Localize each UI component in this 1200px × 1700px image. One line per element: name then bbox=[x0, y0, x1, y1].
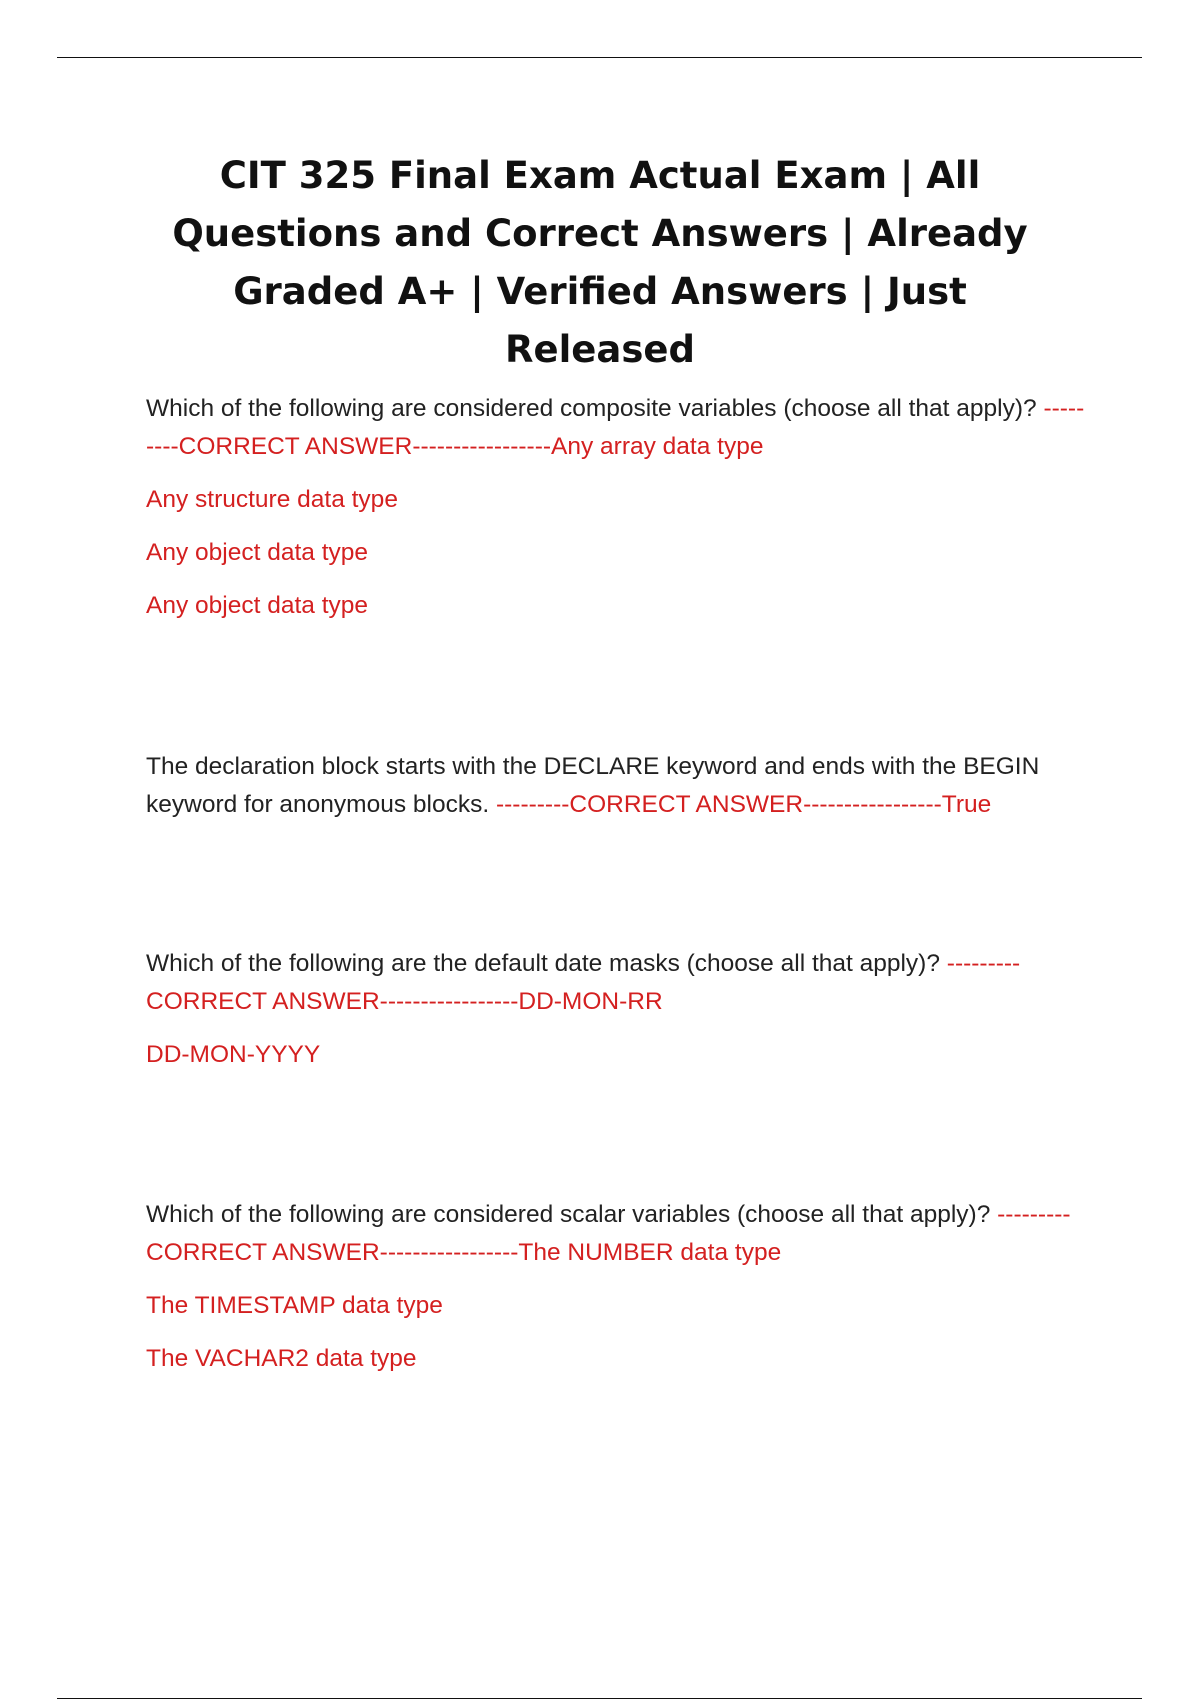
question-block bbox=[146, 945, 1091, 1074]
additional-answer: Any structure data type bbox=[146, 486, 398, 513]
question-text bbox=[146, 748, 1091, 824]
correct-answer: The NUMBER data type bbox=[518, 1239, 782, 1266]
additional-answer: Any object data type bbox=[146, 539, 369, 566]
answer-separator: ---------CORRECT ANSWER----------------- bbox=[495, 791, 942, 818]
document-title: CIT 325 Final Exam Actual Exam | All Questions and Correct Answers | Already Graded A+ | Verified Answers | Just Released bbox=[172, 154, 1028, 371]
question-text bbox=[146, 945, 1091, 1021]
additional-answers bbox=[146, 1036, 1091, 1074]
question-prompt: Which of the following are considered composite variables (choose all that apply)? bbox=[146, 395, 1044, 422]
correct-answer: DD-MON-RR bbox=[518, 988, 663, 1015]
question-block bbox=[146, 748, 1091, 824]
additional-answer: The VACHAR2 data type bbox=[146, 1345, 417, 1372]
answer-separator: ---------CORRECT ANSWER----------------- bbox=[146, 950, 1021, 1015]
additional-answers bbox=[146, 1287, 1091, 1378]
bottom-rule bbox=[57, 1698, 1142, 1699]
question-prompt: Which of the following are considered scalar variables (choose all that apply)? bbox=[146, 1201, 998, 1228]
correct-answer: Any array data type bbox=[551, 433, 764, 460]
question-prompt: Which of the following are the default date masks (choose all that apply)? bbox=[146, 950, 947, 977]
question-prompt: The declaration block starts with the DECLARE keyword and ends with the BEGIN keyword for anonymous blocks. bbox=[146, 753, 1040, 818]
question-block bbox=[146, 1196, 1091, 1378]
question-block bbox=[146, 390, 1091, 625]
question-text bbox=[146, 390, 1091, 466]
answer-separator: ---------CORRECT ANSWER----------------- bbox=[146, 395, 1085, 460]
additional-answers bbox=[146, 481, 1091, 625]
answer-separator: ---------CORRECT ANSWER----------------- bbox=[146, 1201, 1071, 1266]
top-rule bbox=[57, 57, 1142, 58]
additional-answer: DD-MON-YYYY bbox=[146, 1041, 321, 1068]
question-text bbox=[146, 1196, 1091, 1272]
additional-answer: Any object data type bbox=[146, 592, 369, 619]
additional-answer: The TIMESTAMP data type bbox=[146, 1292, 443, 1319]
correct-answer: True bbox=[941, 791, 992, 818]
